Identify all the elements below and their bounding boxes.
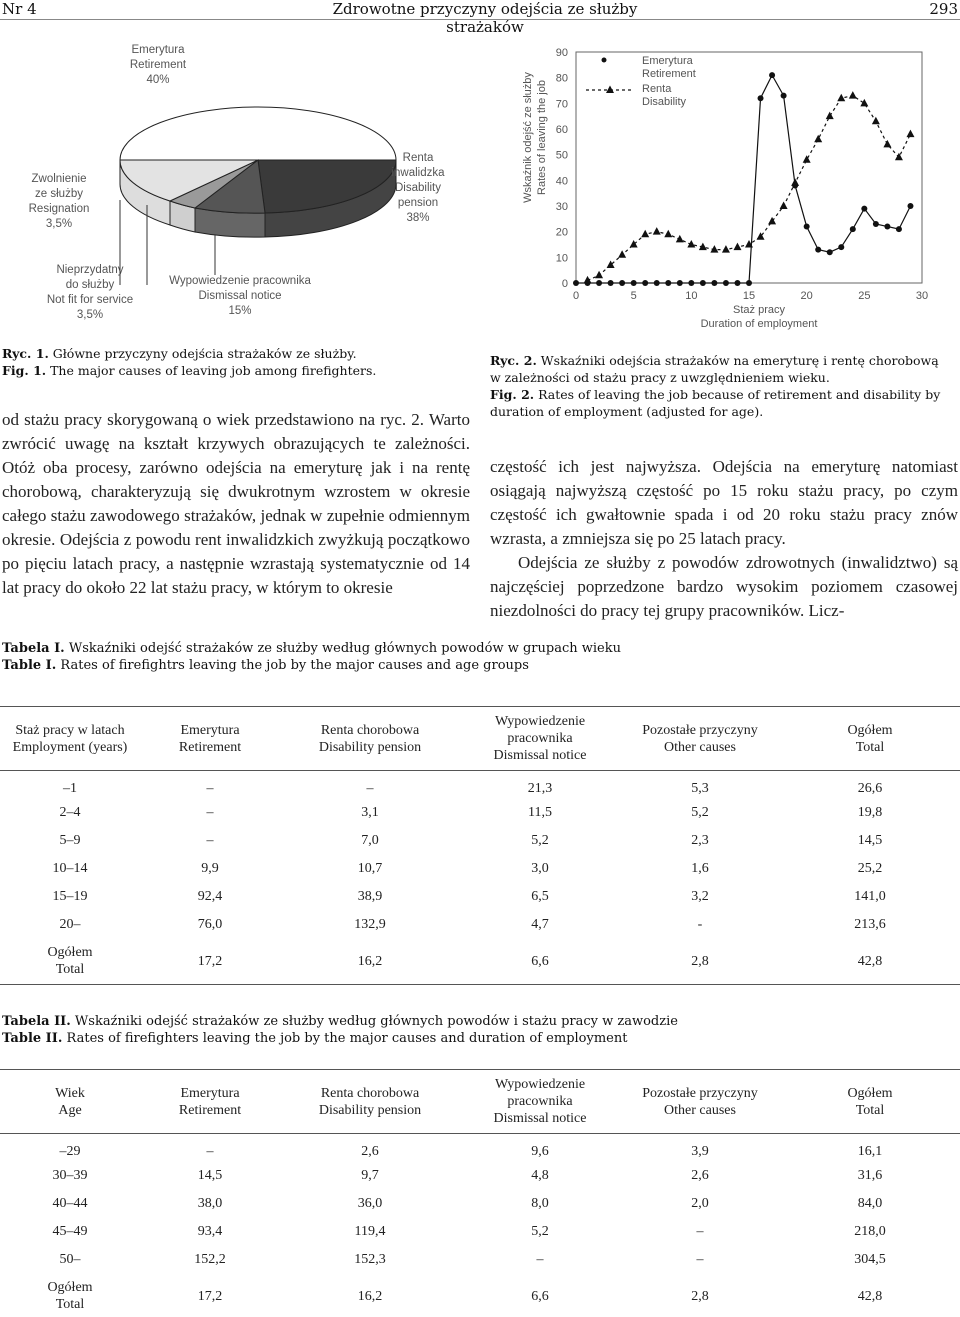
- series-point-disability: [849, 91, 857, 99]
- series-point-disability: [837, 94, 845, 102]
- table-cell: 17,2: [197, 953, 223, 969]
- pie-label-dismissal: Wypowiedzenie pracownika Dismissal notice 15%: [169, 275, 311, 317]
- y-tick-label: 10: [555, 252, 568, 265]
- table-cell: 92,4: [197, 889, 223, 904]
- table-cell: 16,2: [357, 1288, 383, 1304]
- series-point-retirement: [677, 280, 683, 286]
- table1-header-4: Pozostałe przyczyny Other causes: [642, 722, 758, 755]
- table-row: [0, 1190, 960, 1218]
- table2-header-2: Renta chorobowa Disability pension: [318, 1085, 422, 1118]
- series-point-retirement: [815, 247, 821, 253]
- table-cell: 40–44: [52, 1196, 88, 1211]
- x-tick-label: 10: [685, 290, 698, 302]
- table-cell: 218,0: [854, 1224, 886, 1239]
- table-cell: 38,9: [357, 889, 383, 904]
- table-cell: 5–9: [59, 833, 81, 848]
- x-tick-label: 15: [742, 290, 756, 302]
- line-chart: [500, 40, 960, 340]
- table-cell: 6,6: [531, 1288, 549, 1304]
- series-point-retirement: [723, 280, 729, 286]
- table1-header-0: Staż pracy w latach Employment (years): [12, 722, 128, 755]
- table-cell: 9,9: [201, 861, 219, 876]
- table-cell: 304,5: [854, 1252, 886, 1267]
- table-cell: 11,5: [528, 805, 552, 820]
- series-point-disability: [653, 227, 661, 235]
- table-total-label: Ogółem Total: [47, 1280, 93, 1313]
- legend-marker-disability: [606, 86, 614, 94]
- series-point-disability: [768, 217, 776, 225]
- table1-header-5: Ogółem Total: [847, 722, 893, 755]
- table-cell: 5,2: [531, 1224, 549, 1239]
- table-cell: 152,3: [354, 1252, 386, 1267]
- table1-header-2: Renta chorobowa Disability pension: [318, 722, 422, 755]
- series-point-disability: [664, 230, 672, 238]
- series-point-disability: [641, 230, 649, 238]
- figure2-caption: Ryc. 2. Wskaźniki odejścia strażaków na emeryturę i rentę chorobową w zależności od stażu pracy z uwzględnieniem wieku. Fig. 2. Rates of leaving the job because of retirement and disability by duration of employment (adjusted for age).: [490, 353, 941, 419]
- table-cell: 10–14: [52, 861, 88, 876]
- table-cell: 42,8: [857, 1288, 883, 1304]
- figure1-caption: Ryc. 1. Główne przyczyny odejścia strażaków ze służby. Fig. 1. The major causes of leaving job among firefighters.: [2, 346, 377, 378]
- table-cell: –: [696, 1252, 704, 1267]
- table2-header-3: Wypowiedzenie pracownika Dismissal notice: [493, 1077, 587, 1126]
- table-cell: 21,3: [527, 781, 553, 797]
- series-point-retirement: [838, 244, 844, 250]
- table-cell: 26,6: [857, 781, 883, 797]
- x-axis-label: Staż pracy: [733, 304, 785, 316]
- series-point-retirement: [734, 280, 740, 286]
- table-cell: 9,7: [361, 1168, 379, 1183]
- table-cell: 3,9: [691, 1144, 709, 1160]
- series-point-retirement: [896, 226, 902, 232]
- table-cell: 25,2: [857, 861, 883, 876]
- series-point-retirement: [746, 280, 752, 286]
- table-cell: 20–: [59, 917, 81, 932]
- series-point-disability: [780, 202, 788, 210]
- table-cell: 8,0: [531, 1196, 549, 1211]
- series-point-disability: [595, 271, 603, 279]
- series-point-retirement: [619, 280, 625, 286]
- series-point-disability: [618, 250, 626, 258]
- table-cell: 16,2: [357, 953, 383, 969]
- series-point-retirement: [884, 224, 890, 230]
- table-row: [0, 799, 960, 827]
- series-point-disability: [803, 155, 811, 163]
- series-point-disability: [630, 240, 638, 248]
- table-cell: 93,4: [197, 1224, 223, 1239]
- series-point-retirement: [596, 280, 602, 286]
- table-cell: –: [696, 1224, 704, 1239]
- x-tick-label: 5: [630, 290, 637, 302]
- table-cell: -: [697, 917, 703, 932]
- series-point-retirement: [781, 93, 787, 99]
- table-cell: 5,2: [691, 805, 709, 820]
- series-point-retirement: [665, 280, 671, 286]
- series-point-retirement: [688, 280, 694, 286]
- table-cell: –: [536, 1252, 544, 1267]
- table-cell: 14,5: [857, 833, 883, 848]
- table-cell: 152,2: [194, 1252, 226, 1267]
- table-row: [0, 1218, 960, 1246]
- table-cell: 19,8: [857, 805, 883, 820]
- table-cell: 4,7: [531, 917, 549, 932]
- table-cell: 2,8: [691, 953, 709, 969]
- table-cell: 14,5: [197, 1168, 223, 1183]
- table-cell: 213,6: [854, 917, 886, 932]
- table-total-row: [0, 1274, 960, 1317]
- table-cell: –: [206, 1144, 214, 1160]
- legend-marker-retirement: [602, 58, 607, 63]
- pie-label-resignation: Zwolnienie ze służby Resignation 3,5%: [28, 173, 90, 230]
- series-point-retirement: [804, 224, 810, 230]
- table2-caption: Tabela II. Wskaźniki odejść strażaków ze służby według głównych powodów i stażu pracy w zawodzie Table II. Rates of firefighters leaving the job by the major causes and duration of employment: [2, 1014, 678, 1046]
- series-point-retirement: [827, 249, 833, 255]
- y-axis-label: Wskaźnik odejść ze służby: [522, 72, 534, 203]
- table-row: [0, 855, 960, 883]
- table-row: [0, 883, 960, 911]
- table-cell: 42,8: [857, 953, 883, 969]
- y-tick-label: 70: [555, 98, 568, 111]
- legend-label: Disability: [642, 96, 687, 108]
- table-total-row: [0, 939, 960, 985]
- series-point-disability: [826, 112, 834, 120]
- y-tick-label: 50: [555, 149, 568, 162]
- table2-header-1: Emerytura Retirement: [178, 1085, 242, 1118]
- table-cell: 119,4: [354, 1224, 386, 1239]
- legend-label: Renta: [642, 83, 672, 95]
- table-cell: 2,0: [691, 1196, 709, 1211]
- y-tick-label: 30: [555, 201, 568, 213]
- series-point-retirement: [758, 95, 764, 101]
- table-cell: 6,5: [531, 889, 549, 904]
- y-tick-label: 80: [555, 72, 568, 85]
- table-row: [0, 911, 960, 939]
- table-cell: 30–39: [52, 1168, 88, 1183]
- table-cell: 38,0: [197, 1196, 223, 1211]
- plot-frame: [576, 52, 922, 283]
- series-point-disability: [607, 261, 615, 269]
- table-cell: 45–49: [52, 1224, 88, 1239]
- x-axis-label: Duration of employment: [700, 318, 818, 330]
- table-cell: 15–19: [52, 889, 88, 904]
- series-point-retirement: [654, 280, 660, 286]
- table-cell: –: [206, 781, 214, 797]
- pie-label-retirement: Emerytura Retirement 40%: [129, 44, 187, 86]
- table-cell: 2,3: [691, 833, 709, 848]
- table-cell: 17,2: [197, 1288, 223, 1304]
- series-point-disability: [906, 130, 914, 138]
- series-point-retirement: [711, 280, 717, 286]
- y-tick-label: 40: [555, 175, 568, 188]
- table-cell: 6,6: [531, 953, 549, 969]
- table-cell: 141,0: [854, 889, 886, 904]
- series-point-disability: [814, 135, 822, 143]
- series-point-disability: [791, 178, 799, 186]
- series-point-disability: [860, 99, 868, 107]
- table-cell: 76,0: [197, 917, 223, 932]
- series-point-retirement: [850, 226, 856, 232]
- table-row: [0, 771, 960, 799]
- table1: [0, 706, 960, 985]
- series-point-retirement: [861, 206, 867, 212]
- table-cell: –: [366, 781, 374, 797]
- table2-header-5: Ogółem Total: [847, 1085, 893, 1118]
- table-cell: 7,0: [361, 833, 379, 848]
- table-cell: 5,2: [531, 833, 549, 848]
- table1-caption: Tabela I. Wskaźniki odejść strażaków ze służby według głównych powodów w grupach wieku Table I. Rates of firefightrs leaving the job by the major causes and age groups: [2, 641, 621, 673]
- page-number-right: 293: [929, 0, 958, 18]
- series-point-retirement: [769, 72, 775, 78]
- table-cell: 2,6: [361, 1144, 379, 1160]
- table-cell: 4,8: [531, 1168, 549, 1183]
- y-tick-label: 0: [561, 278, 568, 290]
- series-point-disability: [895, 153, 903, 161]
- table-row: [0, 1246, 960, 1274]
- y-tick-label: 90: [555, 47, 568, 59]
- page-number-left: Nr 4: [2, 0, 37, 18]
- table-cell: 16,1: [857, 1144, 883, 1160]
- legend-label: Emerytura: [642, 55, 693, 67]
- series-point-retirement: [907, 203, 913, 209]
- pie-label-unfit: Nieprzydatny do służby Not fit for service 3,5%: [46, 264, 134, 321]
- table-total-label: Ogółem Total: [47, 945, 93, 978]
- body-text-left: od stażu pracy skorygowaną o wiek przedstawiono na ryc. 2. Warto zwrócić uwagę na kształt krzywych obrazujących te zależności. Otóż oba procesy, zarówno odejścia na emeryturę jak i na rentę chorobową, charakteryzują się dwukrotnym wzrostem w okresie całego stażu zawodowego strażaków, jednak w zupełnie odmiennym okresie. Odejścia z powodu rent inwalidzkich zwyżkują początkowo po pięciu latach pracy, a następnie wzrastają systematycznie od 14 lat pracy do około 22 lat stażu pracy, w którym to okresie: [2, 410, 470, 597]
- series-point-disability: [872, 117, 880, 125]
- table-cell: 3,0: [531, 861, 549, 876]
- table-cell: 31,6: [857, 1168, 883, 1183]
- table1-header-1: Emerytura Retirement: [178, 722, 242, 755]
- series-point-disability: [733, 243, 741, 251]
- table2-header-4: Pozostałe przyczyny Other causes: [642, 1085, 758, 1118]
- table-cell: 2,8: [691, 1288, 709, 1304]
- table-cell: 3,2: [691, 889, 709, 904]
- table-row: [0, 1162, 960, 1190]
- series-point-retirement: [573, 280, 579, 286]
- pie-leader-lines: [0, 0, 480, 340]
- y-tick-label: 60: [555, 124, 568, 136]
- body-text-right: częstość ich jest najwyższa. Odejścia na emeryturę natomiast osiągają najwyższą częstość po 15 roku stażu pracy, po czym częstość ich gwałtownie spada i od 20 roku stażu pracy znów wzrasta, a zmniejsza się po 25 latach pracy. Odejścia ze służby z powodów zdrowotnych (inwalidztwo) są najczęściej poprzedzone bardzo wysokim poziomem czasowej niezdolności do pracy tej grupy pracowników. Licz-: [490, 457, 958, 620]
- table-cell: 9,6: [531, 1144, 549, 1160]
- table1-header-3: Wypowiedzenie pracownika Dismissal notice: [493, 714, 587, 763]
- table-cell: 36,0: [357, 1196, 383, 1211]
- y-tick-label: 20: [555, 226, 568, 239]
- x-tick-label: 0: [572, 290, 580, 302]
- table-cell: 10,7: [357, 861, 383, 876]
- table-cell: 132,9: [354, 917, 386, 932]
- table-cell: 2–4: [59, 805, 81, 820]
- series-point-disability: [722, 245, 730, 253]
- table-row: [0, 1134, 960, 1162]
- table2-header-0: Wiek Age: [55, 1085, 85, 1118]
- series-point-retirement: [608, 280, 614, 286]
- x-tick-label: 20: [800, 290, 813, 302]
- table-cell: 3,1: [361, 805, 379, 820]
- table-row: [0, 827, 960, 855]
- series-point-disability: [883, 140, 891, 148]
- running-title: Zdrowotne przyczyny odejścia ze służby strażaków: [332, 0, 638, 36]
- table-cell: 84,0: [857, 1196, 883, 1211]
- table-cell: 2,6: [691, 1168, 709, 1183]
- table-cell: 50–: [59, 1252, 81, 1267]
- series-point-disability: [676, 235, 684, 243]
- pie-label-disability: Renta inwalidzka Disability pension 38%: [391, 152, 445, 224]
- table-cell: 5,3: [691, 781, 709, 797]
- table-cell: –1: [63, 781, 77, 797]
- legend-label: Retirement: [642, 68, 696, 80]
- series-point-retirement: [700, 280, 706, 286]
- table2: [0, 1069, 960, 1317]
- x-tick-label: 30: [915, 290, 929, 302]
- table-cell: –: [206, 833, 214, 848]
- x-tick-label: 25: [858, 290, 871, 302]
- table-cell: 1,6: [691, 861, 709, 876]
- series-point-retirement: [631, 280, 637, 286]
- series-point-retirement: [873, 221, 879, 227]
- table-cell: –: [206, 805, 214, 820]
- table-cell: –29: [59, 1144, 81, 1160]
- series-line-disability: [588, 96, 911, 281]
- y-axis-label: Rates of leaving the job: [536, 80, 548, 195]
- series-point-retirement: [642, 280, 648, 286]
